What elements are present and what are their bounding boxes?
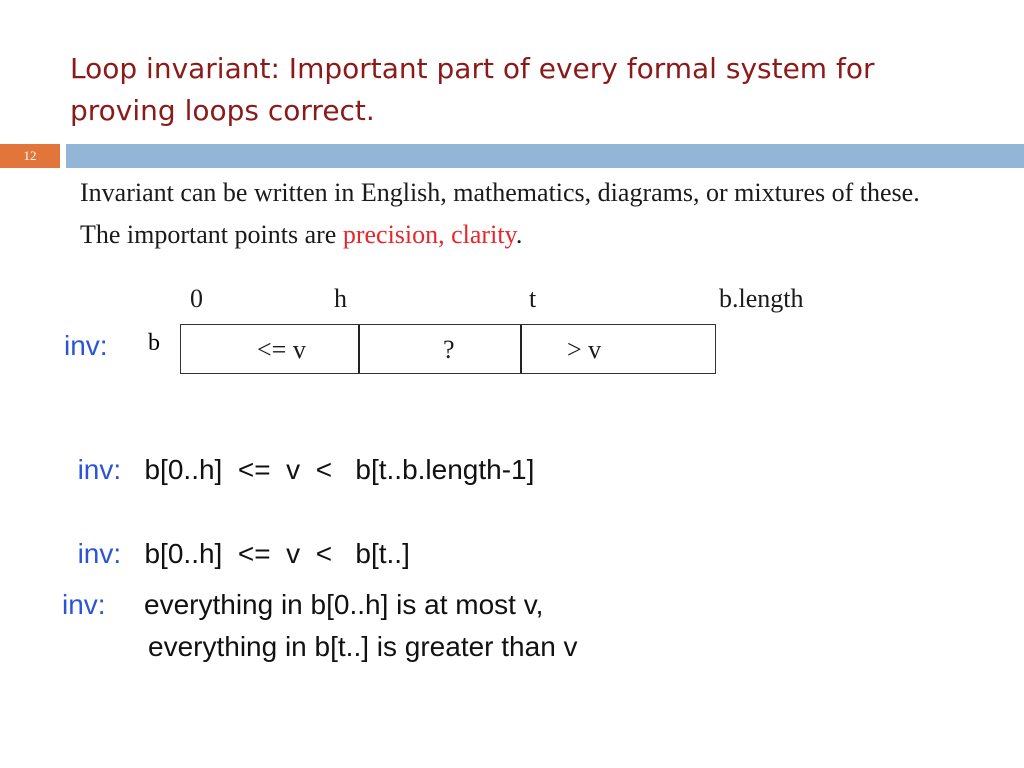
- inv-formula-text: b[0..h] <= v < b[t..b.length-1]: [144, 454, 535, 485]
- divider-t: [520, 325, 522, 373]
- index-0: 0: [190, 284, 203, 313]
- slide-number: 12: [0, 144, 60, 168]
- inv-formula-text: b[0..h] <= v < b[t..]: [144, 538, 410, 569]
- intro-paragraph: [80, 172, 960, 256]
- segment-le-v: <= v: [257, 335, 306, 364]
- index-h: h: [334, 284, 347, 313]
- array-name: b: [148, 330, 160, 356]
- segment-unknown: ?: [443, 335, 455, 364]
- inv-keyword: inv:: [77, 538, 122, 569]
- index-b-length: b.length: [719, 284, 804, 313]
- invariant-formula-2: [62, 506, 410, 570]
- intro-text: Invariant can be written in English, mathematics, diagrams, or mixtures of these. The important points are: [80, 178, 920, 249]
- invariant-english: [62, 584, 578, 668]
- inv-english-line-1: everything in b[0..h] is at most v,: [144, 589, 544, 620]
- inv-english-line-2: everything in b[t..] is greater than v: [148, 631, 578, 662]
- intro-highlight: precision, clarity: [342, 220, 516, 249]
- diagram-inv-label: inv:: [64, 330, 108, 361]
- array-box: [180, 324, 716, 374]
- index-t: t: [529, 284, 537, 313]
- segment-gt-v: > v: [567, 335, 602, 364]
- divider-h: [358, 325, 360, 373]
- header-rule: [66, 144, 1024, 168]
- intro-text-end: .: [515, 220, 523, 249]
- inv-keyword: inv:: [77, 454, 122, 485]
- slide-title: Loop invariant: Important part of every formal system for proving loops correct.: [70, 52, 875, 127]
- inv-keyword: inv:: [62, 589, 106, 620]
- invariant-formula-1: [62, 422, 534, 486]
